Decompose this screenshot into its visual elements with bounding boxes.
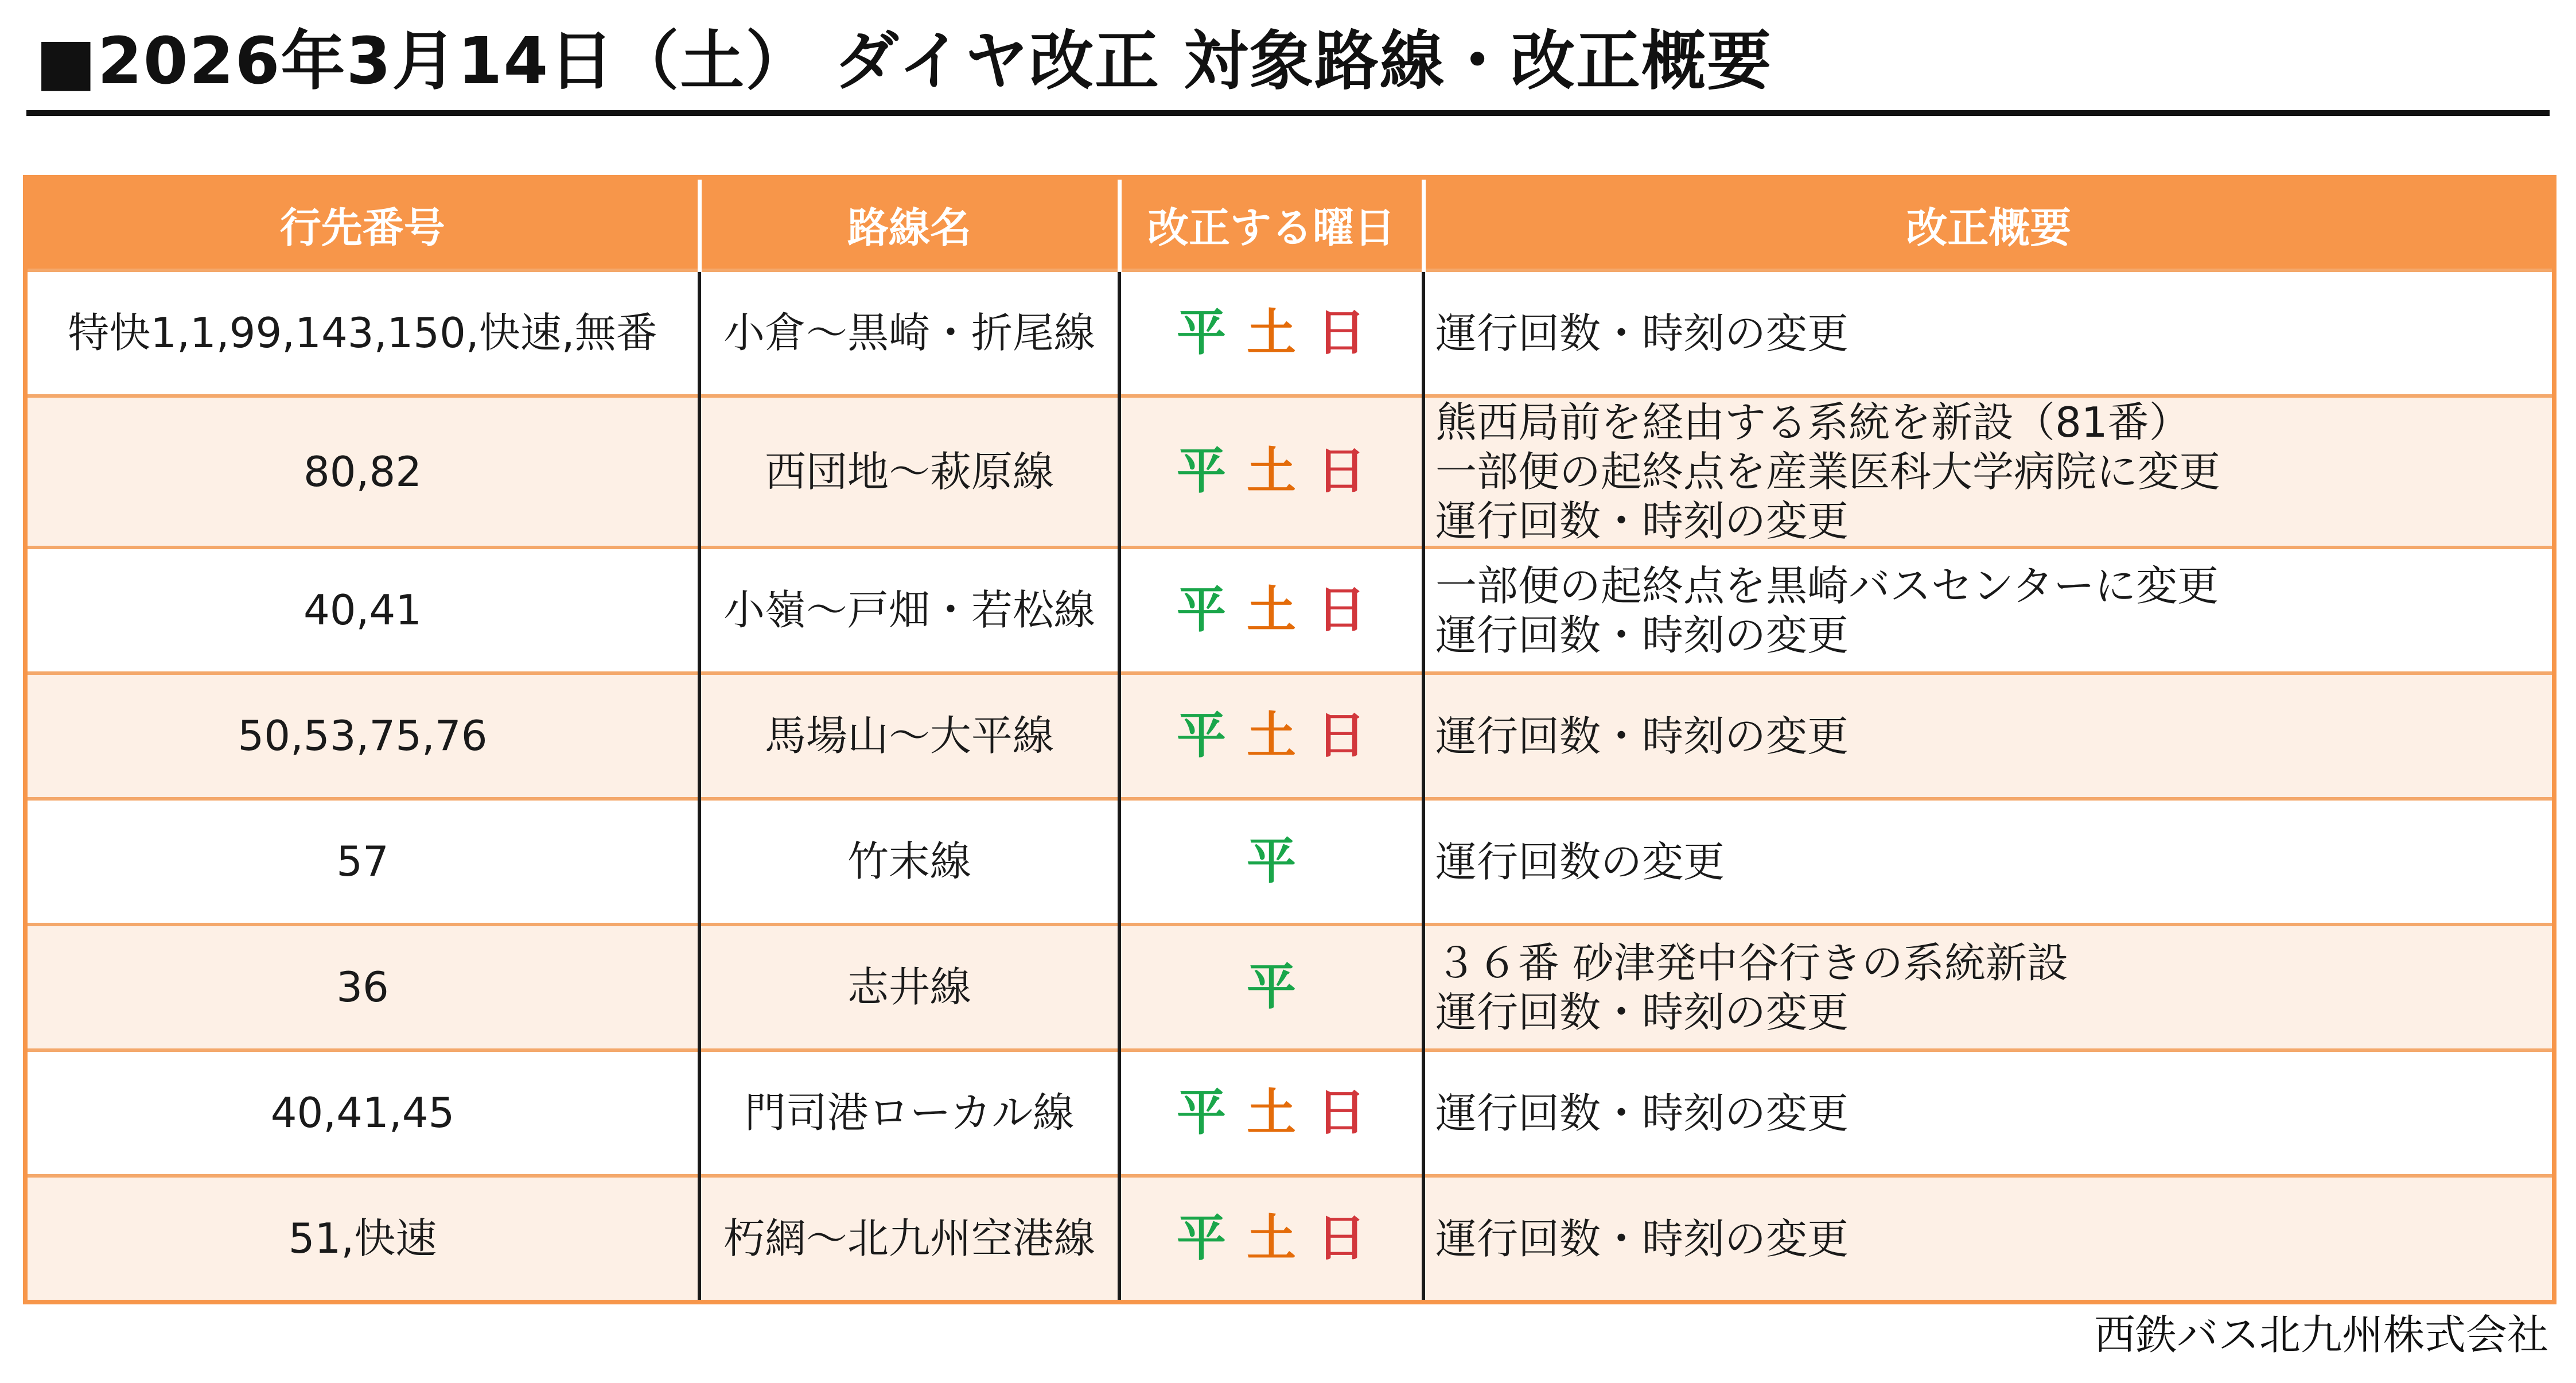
days-cell [1119,673,1423,799]
route-number-cell: 36 [25,924,699,1050]
sunday-badge: 日 [1317,442,1366,500]
table-row [25,270,2554,396]
sunday-badge: 日 [1317,304,1366,362]
header-route-name: 路線名 [699,177,1119,270]
header-days: 改正する曜日 [1119,177,1423,270]
days-cell [1119,270,1423,396]
summary-line: 運行回数・時刻の変更 [1435,497,1849,545]
route-name-cell: 朽網～北九州空港線 [699,1176,1119,1302]
route-number-cell: 51,快速 [25,1176,699,1302]
days-cell [1119,396,1423,547]
revision-table [23,175,2556,1304]
sunday-badge: 日 [1317,706,1366,764]
summary-line: 運行回数・時刻の変更 [1435,309,1849,358]
summary-cell [1423,1050,2554,1176]
title-underline [26,110,2550,116]
summary-line: 運行回数・時刻の変更 [1435,712,1849,760]
saturday-badge: 土 [1247,581,1296,639]
weekday-badge: 平 [1177,304,1226,362]
summary-line: 運行回数・時刻の変更 [1435,1089,1849,1137]
route-name-cell: 門司港ローカル線 [699,1050,1119,1176]
sunday-badge: 日 [1317,1083,1366,1141]
weekday-badge: 平 [1247,832,1296,890]
route-number-cell: 特快1,1,99,143,150,快速,無番 [25,270,699,396]
summary-line: 運行回数・時刻の変更 [1435,988,1849,1036]
route-name-cell: 小嶺～戸畑・若松線 [699,547,1119,673]
table-row [25,799,2554,924]
summary-cell [1423,396,2554,547]
header-summary: 改正概要 [1423,177,2554,270]
summary-line: ３６番 砂津発中谷行きの系統新設 [1435,938,2068,987]
route-name-cell: 馬場山～大平線 [699,673,1119,799]
table-row [25,396,2554,547]
company-name: 西鉄バス北九州株式会社 [2094,1311,2548,1359]
page-title: ■2026年3月14日（土） ダイヤ改正 対象路線・改正概要 [36,24,1773,99]
table-row [25,673,2554,799]
summary-cell [1423,270,2554,396]
weekday-badge: 平 [1177,706,1226,764]
route-number-cell: 80,82 [25,396,699,547]
table-row [25,1050,2554,1176]
route-number-cell: 40,41 [25,547,699,673]
summary-cell [1423,924,2554,1050]
saturday-badge: 土 [1247,1209,1296,1267]
days-cell [1119,1050,1423,1176]
summary-cell [1423,799,2554,924]
days-cell [1119,1176,1423,1302]
summary-line: 運行回数・時刻の変更 [1435,1214,1849,1263]
route-number-cell: 57 [25,799,699,924]
days-cell [1119,799,1423,924]
saturday-badge: 土 [1247,304,1296,362]
route-number-cell: 40,41,45 [25,1050,699,1176]
summary-line: 運行回数の変更 [1435,837,1725,886]
days-cell [1119,924,1423,1050]
weekday-badge: 平 [1177,442,1226,500]
table-row [25,1176,2554,1302]
table-header-row [25,177,2554,270]
route-name-cell: 小倉～黒崎・折尾線 [699,270,1119,396]
route-name-cell: 竹末線 [699,799,1119,924]
summary-cell [1423,1176,2554,1302]
table-row [25,924,2554,1050]
days-cell [1119,547,1423,673]
saturday-badge: 土 [1247,442,1296,500]
weekday-badge: 平 [1247,958,1296,1016]
weekday-badge: 平 [1177,581,1226,639]
weekday-badge: 平 [1177,1209,1226,1267]
summary-cell [1423,673,2554,799]
header-route-number: 行先番号 [25,177,699,270]
sunday-badge: 日 [1317,1209,1366,1267]
route-number-cell: 50,53,75,76 [25,673,699,799]
summary-cell [1423,547,2554,673]
summary-line: 一部便の起終点を黒崎バスセンターに変更 [1435,561,2219,610]
saturday-badge: 土 [1247,1083,1296,1141]
route-name-cell: 西団地～萩原線 [699,396,1119,547]
summary-line: 熊西局前を経由する系統を新設（81番） [1435,398,2190,446]
table-row [25,547,2554,673]
sunday-badge: 日 [1317,581,1366,639]
saturday-badge: 土 [1247,706,1296,764]
summary-line: 運行回数・時刻の変更 [1435,611,1849,659]
summary-line: 一部便の起終点を産業医科大学病院に変更 [1435,448,2221,496]
weekday-badge: 平 [1177,1083,1226,1141]
route-name-cell: 志井線 [699,924,1119,1050]
